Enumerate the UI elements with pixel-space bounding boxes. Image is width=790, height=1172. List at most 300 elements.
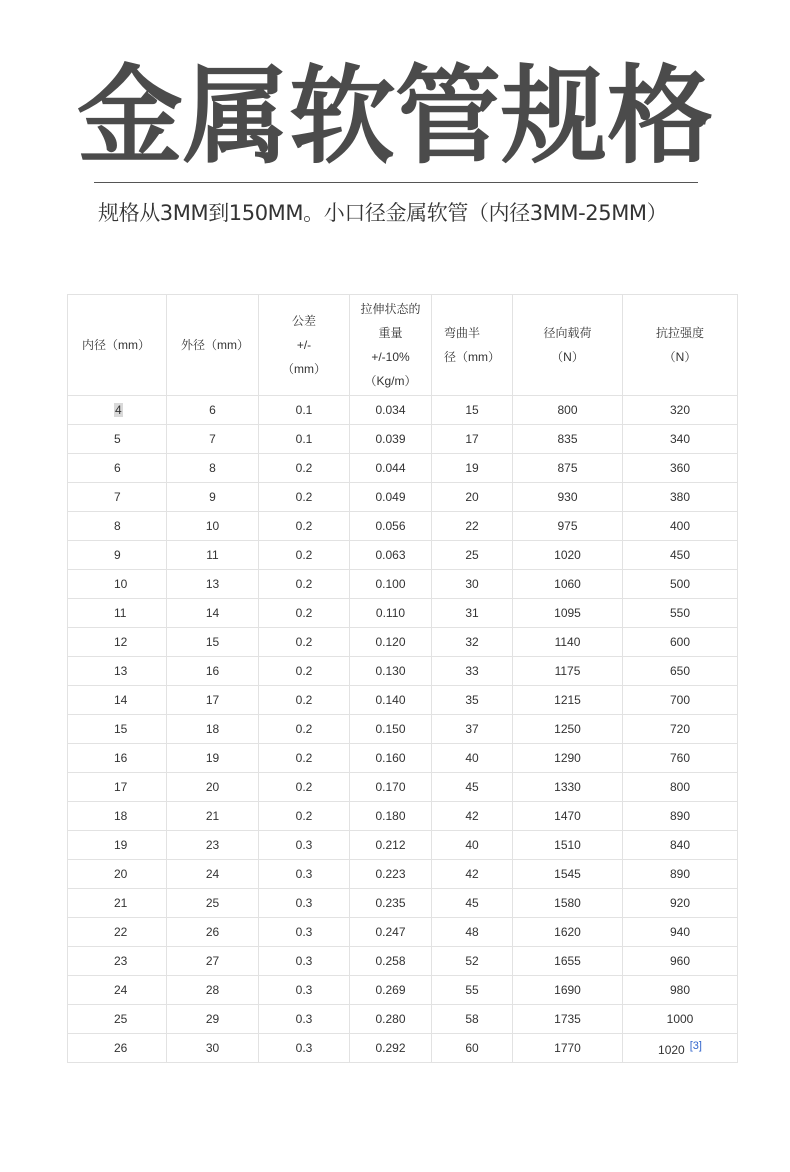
cell-outer-diameter bbox=[167, 483, 259, 512]
table-row bbox=[68, 628, 738, 657]
cell-radial-load bbox=[513, 628, 623, 657]
cell-value: 0.269 bbox=[375, 983, 406, 997]
cell-tolerance bbox=[259, 976, 350, 1005]
cell-value: 1020 bbox=[658, 1042, 685, 1057]
cell-outer-diameter bbox=[167, 1034, 259, 1063]
cell-outer-diameter bbox=[167, 889, 259, 918]
cell-value: 0.180 bbox=[375, 809, 406, 823]
cell-value: 720 bbox=[669, 722, 691, 736]
cell-tolerance bbox=[259, 454, 350, 483]
cell-value: 840 bbox=[669, 838, 691, 852]
cell-value: 26 bbox=[205, 925, 220, 939]
cell-tensile-strength bbox=[623, 976, 738, 1005]
cell-value: 42 bbox=[465, 809, 479, 823]
cell-value: 0.160 bbox=[375, 751, 406, 765]
table-row bbox=[68, 831, 738, 860]
cell-tolerance bbox=[259, 889, 350, 918]
cell-radial-load bbox=[513, 599, 623, 628]
cell-radial-load bbox=[513, 947, 623, 976]
cell-outer-diameter bbox=[167, 454, 259, 483]
table-row bbox=[68, 976, 738, 1005]
cell-value: 380 bbox=[669, 490, 691, 504]
cell-bend-radius bbox=[432, 1034, 513, 1063]
header-line: 弯曲半 bbox=[444, 326, 481, 340]
cell-value: 1330 bbox=[554, 780, 581, 794]
cell-tolerance bbox=[259, 802, 350, 831]
cell-value: 0.2 bbox=[295, 693, 313, 707]
cell-radial-load bbox=[513, 773, 623, 802]
cell-value: 650 bbox=[669, 664, 691, 678]
cell-value: 800 bbox=[557, 403, 578, 417]
cell-tolerance bbox=[259, 570, 350, 599]
cell-value: 890 bbox=[669, 867, 691, 881]
table-row bbox=[68, 686, 738, 715]
cell-tensile-strength bbox=[623, 454, 738, 483]
cell-value: 340 bbox=[669, 432, 691, 446]
cell-value: 17 bbox=[465, 432, 479, 446]
table-row bbox=[68, 744, 738, 773]
cell-value: 55 bbox=[465, 983, 479, 997]
cell-value: 875 bbox=[557, 461, 578, 475]
cell-bend-radius bbox=[432, 947, 513, 976]
cell-weight bbox=[350, 396, 432, 425]
cell-tensile-strength bbox=[623, 860, 738, 889]
cell-value: 32 bbox=[465, 635, 479, 649]
cell-inner-diameter bbox=[68, 628, 167, 657]
cell-weight bbox=[350, 976, 432, 1005]
cell-weight bbox=[350, 657, 432, 686]
cell-outer-diameter bbox=[167, 773, 259, 802]
cell-tensile-strength bbox=[623, 425, 738, 454]
cell-value: 23 bbox=[205, 838, 220, 852]
cell-tensile-strength bbox=[623, 512, 738, 541]
cell-outer-diameter bbox=[167, 831, 259, 860]
cell-inner-diameter bbox=[68, 860, 167, 889]
cell-bend-radius bbox=[432, 773, 513, 802]
cell-value: 40 bbox=[465, 838, 479, 852]
header-line: （Kg/m） bbox=[364, 374, 417, 388]
cell-weight bbox=[350, 483, 432, 512]
header-tolerance bbox=[259, 295, 350, 396]
cell-value: 0.258 bbox=[375, 954, 406, 968]
cell-value: 0.2 bbox=[295, 548, 313, 562]
cell-tolerance bbox=[259, 744, 350, 773]
cell-bend-radius bbox=[432, 918, 513, 947]
cell-outer-diameter bbox=[167, 802, 259, 831]
cell-value: 0.2 bbox=[295, 577, 313, 591]
cell-value: 450 bbox=[669, 548, 691, 562]
cell-value: 1580 bbox=[554, 896, 581, 910]
cell-tensile-strength bbox=[623, 715, 738, 744]
cell-tolerance bbox=[259, 715, 350, 744]
cell-value: 400 bbox=[669, 519, 691, 533]
cell-tolerance bbox=[259, 1034, 350, 1063]
cell-value: 1510 bbox=[554, 838, 581, 852]
cell-value: 30 bbox=[465, 577, 479, 591]
cell-value: 0.3 bbox=[295, 1012, 313, 1026]
cell-radial-load bbox=[513, 541, 623, 570]
table-row bbox=[68, 947, 738, 976]
cell-weight bbox=[350, 686, 432, 715]
cell-tensile-strength bbox=[623, 1034, 738, 1063]
cell-inner-diameter bbox=[68, 1005, 167, 1034]
cell-tensile-strength bbox=[623, 628, 738, 657]
cell-tolerance bbox=[259, 425, 350, 454]
header-line: 抗拉强度 bbox=[655, 326, 704, 340]
cell-value: 29 bbox=[205, 1012, 220, 1026]
cell-value: 13 bbox=[114, 664, 128, 678]
cell-value: 0.3 bbox=[295, 954, 313, 968]
cell-value: 45 bbox=[465, 896, 479, 910]
cell-value: 0.063 bbox=[375, 548, 406, 562]
cell-value: 0.044 bbox=[375, 461, 406, 475]
cell-value: 0.2 bbox=[295, 809, 313, 823]
cell-bend-radius bbox=[432, 599, 513, 628]
cell-outer-diameter bbox=[167, 570, 259, 599]
cell-value: 16 bbox=[205, 664, 220, 678]
cell-value: 835 bbox=[557, 432, 578, 446]
table-row bbox=[68, 483, 738, 512]
cell-value: 17 bbox=[205, 693, 220, 707]
cell-inner-diameter bbox=[68, 425, 167, 454]
cell-tensile-strength bbox=[623, 686, 738, 715]
cell-value: 7 bbox=[209, 432, 216, 446]
table-row bbox=[68, 541, 738, 570]
cell-value: 1140 bbox=[554, 635, 581, 649]
cell-value: 0.034 bbox=[375, 403, 406, 417]
cell-radial-load bbox=[513, 1005, 623, 1034]
cell-value: 4 bbox=[115, 403, 122, 417]
cell-value: 0.056 bbox=[375, 519, 406, 533]
cell-value: 0.223 bbox=[375, 867, 406, 881]
cell-weight bbox=[350, 918, 432, 947]
cell-value: 1000 bbox=[666, 1012, 694, 1026]
table-row bbox=[68, 773, 738, 802]
cell-radial-load bbox=[513, 831, 623, 860]
page-title: 金属软管规格 bbox=[77, 55, 713, 178]
cell-value: 25 bbox=[114, 1012, 128, 1026]
cell-inner-diameter bbox=[68, 802, 167, 831]
cell-inner-diameter bbox=[68, 483, 167, 512]
cell-value: 26 bbox=[114, 1041, 128, 1055]
cell-value: 21 bbox=[114, 896, 128, 910]
cell-value: 19 bbox=[114, 838, 128, 852]
cell-weight bbox=[350, 860, 432, 889]
cell-value: 1175 bbox=[554, 664, 581, 678]
table-row bbox=[68, 802, 738, 831]
cell-value: 0.212 bbox=[375, 838, 406, 852]
cell-tensile-strength bbox=[623, 918, 738, 947]
cell-tolerance bbox=[259, 860, 350, 889]
cell-value: 20 bbox=[205, 780, 220, 794]
cell-value: 0.2 bbox=[295, 519, 313, 533]
header-line: 外径（mm） bbox=[181, 338, 249, 352]
cell-value: 37 bbox=[465, 722, 479, 736]
cell-inner-diameter bbox=[68, 976, 167, 1005]
cell-bend-radius bbox=[432, 744, 513, 773]
cell-value: 52 bbox=[465, 954, 479, 968]
header-inner-diameter bbox=[68, 295, 167, 396]
cell-value: 890 bbox=[669, 809, 691, 823]
cell-weight bbox=[350, 541, 432, 570]
header-line: 内径（mm） bbox=[82, 338, 150, 352]
cell-value: 0.2 bbox=[295, 490, 313, 504]
cell-outer-diameter bbox=[167, 541, 259, 570]
cell-radial-load bbox=[513, 686, 623, 715]
cell-tensile-strength bbox=[623, 831, 738, 860]
cell-value: 1290 bbox=[554, 751, 581, 765]
table-row bbox=[68, 889, 738, 918]
cell-radial-load bbox=[513, 512, 623, 541]
table-row bbox=[68, 657, 738, 686]
cell-inner-diameter bbox=[68, 918, 167, 947]
cell-weight bbox=[350, 715, 432, 744]
table-row bbox=[68, 599, 738, 628]
cell-value: 58 bbox=[465, 1012, 479, 1026]
header-outer-diameter bbox=[167, 295, 259, 396]
cell-value: 700 bbox=[669, 693, 691, 707]
cell-value: 15 bbox=[114, 722, 128, 736]
cell-value: 48 bbox=[465, 925, 479, 939]
cell-value: 0.3 bbox=[295, 867, 313, 881]
cell-inner-diameter bbox=[68, 512, 167, 541]
table-row bbox=[68, 1005, 738, 1034]
cell-tensile-strength bbox=[623, 541, 738, 570]
cell-value: 320 bbox=[669, 403, 691, 417]
cell-value: 6 bbox=[209, 403, 216, 417]
cell-inner-diameter bbox=[68, 744, 167, 773]
cell-weight bbox=[350, 744, 432, 773]
cell-tolerance bbox=[259, 1005, 350, 1034]
cell-weight bbox=[350, 570, 432, 599]
cell-bend-radius bbox=[432, 483, 513, 512]
cell-value: 360 bbox=[669, 461, 691, 475]
header-line: 径（mm） bbox=[444, 350, 500, 364]
cell-value: 0.3 bbox=[295, 1041, 313, 1055]
cell-tensile-strength bbox=[623, 744, 738, 773]
cell-outer-diameter bbox=[167, 744, 259, 773]
cell-outer-diameter bbox=[167, 918, 259, 947]
cell-value: 31 bbox=[465, 606, 479, 620]
cell-outer-diameter bbox=[167, 715, 259, 744]
cell-value: 0.170 bbox=[375, 780, 406, 794]
cell-value: 1020 bbox=[554, 548, 581, 562]
cell-inner-diameter bbox=[68, 570, 167, 599]
cell-value: 600 bbox=[669, 635, 691, 649]
table-row bbox=[68, 454, 738, 483]
cell-value: 975 bbox=[557, 519, 578, 533]
cell-inner-diameter bbox=[68, 831, 167, 860]
cell-inner-diameter bbox=[68, 1034, 167, 1063]
cell-value: 45 bbox=[465, 780, 479, 794]
cell-value: 20 bbox=[114, 867, 128, 881]
cell-value: 18 bbox=[114, 809, 128, 823]
cell-inner-diameter bbox=[68, 889, 167, 918]
cell-value: 16 bbox=[114, 751, 128, 765]
cell-value: 42 bbox=[465, 867, 479, 881]
cell-tensile-strength bbox=[623, 570, 738, 599]
cell-bend-radius bbox=[432, 657, 513, 686]
cell-weight bbox=[350, 773, 432, 802]
cell-bend-radius bbox=[432, 512, 513, 541]
header-radial-load bbox=[513, 295, 623, 396]
cell-value: 24 bbox=[205, 867, 220, 881]
cell-value: 760 bbox=[669, 751, 691, 765]
cell-radial-load bbox=[513, 425, 623, 454]
cell-outer-diameter bbox=[167, 628, 259, 657]
cell-radial-load bbox=[513, 454, 623, 483]
cell-inner-diameter bbox=[68, 454, 167, 483]
footnote-ref-link[interactable]: [3] bbox=[689, 1039, 702, 1052]
cell-bend-radius bbox=[432, 425, 513, 454]
cell-tensile-strength bbox=[623, 889, 738, 918]
cell-value: 30 bbox=[205, 1041, 220, 1055]
cell-weight bbox=[350, 599, 432, 628]
cell-value: 1545 bbox=[554, 867, 581, 881]
cell-bend-radius bbox=[432, 541, 513, 570]
cell-value: 0.049 bbox=[375, 490, 406, 504]
header-line: +/- bbox=[296, 338, 312, 352]
cell-value: 60 bbox=[465, 1041, 479, 1055]
cell-value: 11 bbox=[114, 606, 127, 620]
cell-value: 0.120 bbox=[375, 635, 406, 649]
cell-radial-load bbox=[513, 715, 623, 744]
cell-value: 40 bbox=[465, 751, 479, 765]
cell-value: 19 bbox=[205, 751, 220, 765]
cell-radial-load bbox=[513, 860, 623, 889]
title-divider bbox=[94, 182, 698, 183]
header-line: （N） bbox=[663, 350, 697, 364]
cell-outer-diameter bbox=[167, 599, 259, 628]
cell-bend-radius bbox=[432, 802, 513, 831]
cell-inner-diameter bbox=[68, 715, 167, 744]
cell-value: 28 bbox=[205, 983, 220, 997]
cell-value: 0.2 bbox=[295, 780, 313, 794]
cell-inner-diameter bbox=[68, 686, 167, 715]
cell-value: 0.2 bbox=[295, 635, 313, 649]
cell-value: 0.130 bbox=[375, 664, 406, 678]
cell-value: 0.3 bbox=[295, 896, 313, 910]
cell-tolerance bbox=[259, 657, 350, 686]
cell-tolerance bbox=[259, 773, 350, 802]
table-row bbox=[68, 425, 738, 454]
cell-radial-load bbox=[513, 976, 623, 1005]
cell-radial-load bbox=[513, 744, 623, 773]
header-line: +/-10% bbox=[371, 350, 410, 364]
cell-value: 1770 bbox=[554, 1041, 581, 1055]
cell-weight bbox=[350, 1034, 432, 1063]
cell-radial-load bbox=[513, 1034, 623, 1063]
cell-value: 0.110 bbox=[375, 606, 406, 620]
cell-bend-radius bbox=[432, 686, 513, 715]
cell-outer-diameter bbox=[167, 976, 259, 1005]
table-row bbox=[68, 396, 738, 425]
cell-value: 12 bbox=[114, 635, 128, 649]
cell-weight bbox=[350, 889, 432, 918]
table-header-row bbox=[68, 295, 738, 396]
cell-value: 0.3 bbox=[295, 983, 313, 997]
cell-value: 9 bbox=[209, 490, 216, 504]
cell-value: 1250 bbox=[554, 722, 581, 736]
cell-weight bbox=[350, 628, 432, 657]
cell-value: 15 bbox=[465, 403, 479, 417]
cell-value: 0.2 bbox=[295, 664, 313, 678]
cell-bend-radius bbox=[432, 396, 513, 425]
cell-outer-diameter bbox=[167, 947, 259, 976]
cell-value: 7 bbox=[114, 490, 121, 504]
cell-value: 550 bbox=[669, 606, 691, 620]
cell-weight bbox=[350, 947, 432, 976]
cell-tensile-strength bbox=[623, 483, 738, 512]
cell-outer-diameter bbox=[167, 1005, 259, 1034]
cell-weight bbox=[350, 454, 432, 483]
cell-value: 0.1 bbox=[295, 432, 313, 446]
cell-value: 33 bbox=[465, 664, 479, 678]
cell-outer-diameter bbox=[167, 425, 259, 454]
cell-value: 1215 bbox=[554, 693, 581, 707]
cell-value: 22 bbox=[114, 925, 128, 939]
header-line: （N） bbox=[551, 350, 584, 364]
cell-value: 930 bbox=[557, 490, 578, 504]
table-row bbox=[68, 512, 738, 541]
cell-inner-diameter bbox=[68, 396, 167, 425]
cell-inner-diameter bbox=[68, 657, 167, 686]
cell-value: 1620 bbox=[554, 925, 581, 939]
cell-value: 920 bbox=[669, 896, 691, 910]
cell-value: 1470 bbox=[554, 809, 581, 823]
cell-value: 1060 bbox=[554, 577, 581, 591]
cell-outer-diameter bbox=[167, 512, 259, 541]
cell-bend-radius bbox=[432, 976, 513, 1005]
cell-value: 980 bbox=[669, 983, 691, 997]
cell-value: 500 bbox=[669, 577, 691, 591]
cell-tolerance bbox=[259, 396, 350, 425]
cell-value: 0.039 bbox=[375, 432, 406, 446]
cell-value: 15 bbox=[205, 635, 220, 649]
cell-tolerance bbox=[259, 483, 350, 512]
cell-tolerance bbox=[259, 599, 350, 628]
cell-tensile-strength bbox=[623, 396, 738, 425]
cell-radial-load bbox=[513, 802, 623, 831]
cell-radial-load bbox=[513, 396, 623, 425]
table-row bbox=[68, 860, 738, 889]
header-line: （mm） bbox=[282, 362, 326, 376]
cell-value: 13 bbox=[205, 577, 220, 591]
cell-tensile-strength bbox=[623, 1005, 738, 1034]
cell-bend-radius bbox=[432, 715, 513, 744]
cell-value: 800 bbox=[669, 780, 691, 794]
cell-value: 8 bbox=[114, 519, 121, 533]
cell-value: 35 bbox=[465, 693, 479, 707]
cell-inner-diameter bbox=[68, 947, 167, 976]
cell-value: 8 bbox=[209, 461, 216, 475]
cell-outer-diameter bbox=[167, 396, 259, 425]
cell-radial-load bbox=[513, 657, 623, 686]
cell-value: 0.2 bbox=[295, 722, 313, 736]
cell-bend-radius bbox=[432, 1005, 513, 1034]
cell-tolerance bbox=[259, 541, 350, 570]
cell-weight bbox=[350, 425, 432, 454]
cell-radial-load bbox=[513, 483, 623, 512]
cell-value: 0.150 bbox=[375, 722, 406, 736]
cell-value: 27 bbox=[205, 954, 220, 968]
cell-value: 0.1 bbox=[295, 403, 313, 417]
cell-radial-load bbox=[513, 570, 623, 599]
cell-value: 0.247 bbox=[375, 925, 406, 939]
header-line: 公差 bbox=[291, 314, 316, 328]
cell-tolerance bbox=[259, 831, 350, 860]
cell-tensile-strength bbox=[623, 947, 738, 976]
